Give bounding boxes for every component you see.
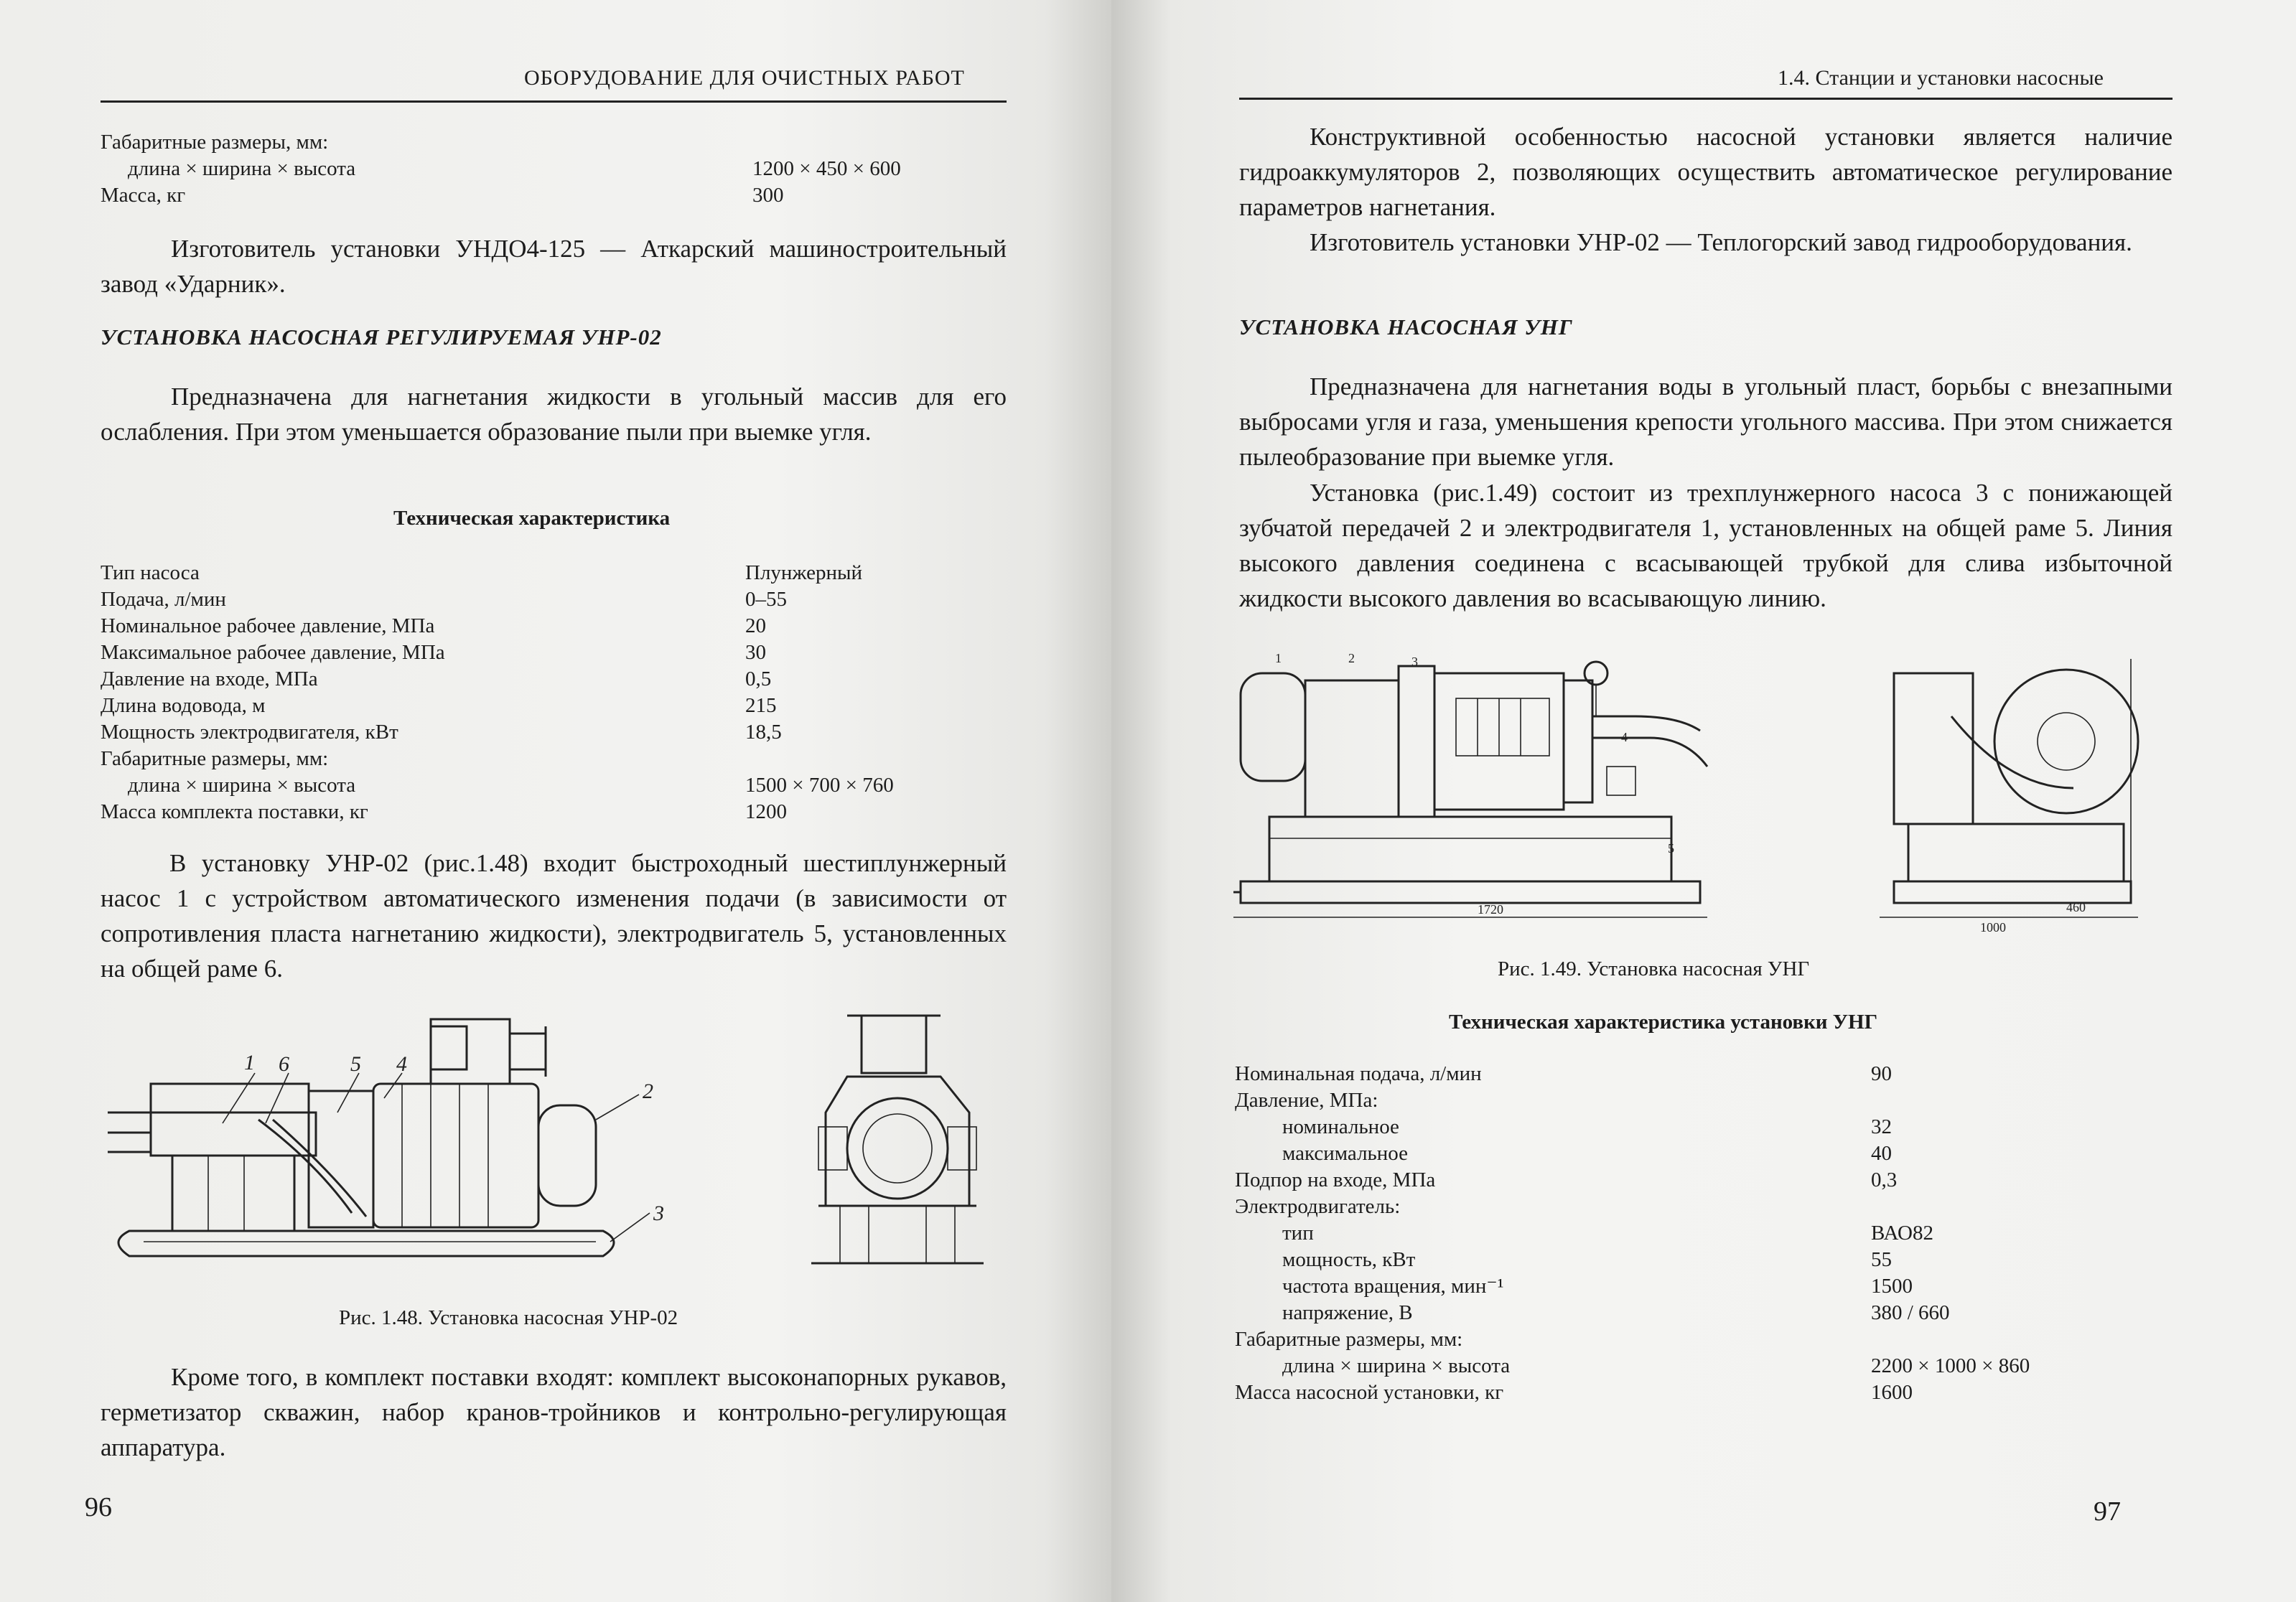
paragraph-purpose-right: Предназначена для нагнетания воды в угольный пласт, борьбы с внезапными выбросами угля и газа, уменьшения крепости угольного массива. При этом снижается пылеобразование при выемке угля.: [1239, 373, 2173, 471]
spec-table-right: [1235, 1061, 2168, 1406]
ung-side-view: [1233, 651, 1707, 917]
spec-row: мощность, кВт 55: [1282, 1248, 1892, 1271]
figure-1-48-drawing: [101, 1005, 1019, 1306]
fig49-label-4: 4: [1621, 730, 1628, 744]
spec-row: Масса, кг 300: [101, 184, 784, 207]
figure-1-49-drawing: [1233, 645, 2188, 946]
fig48-label-3: 3: [653, 1202, 664, 1225]
unr02-side-view: [108, 1019, 664, 1256]
top-specs: [101, 129, 1012, 209]
fig49-dim-offset: 460: [2066, 900, 2086, 914]
spec-row: частота вращения, мин⁻¹ 1500: [1282, 1275, 1913, 1298]
spec-table-left: [101, 560, 1012, 825]
spec-row: Габаритные размеры, мм:: [101, 747, 329, 770]
spec-row: Габаритные размеры, мм:: [1235, 1328, 1463, 1351]
spec-row: Длина водовода, м 215: [101, 694, 777, 717]
spec-row: Тип насоса Плунжерный: [101, 561, 862, 584]
header-rule-left: [101, 100, 1007, 103]
ung-end-view: [1880, 659, 2138, 934]
header-rule-right: [1239, 98, 2173, 100]
spec-row: длина × ширина × высота 2200 × 1000 × 860: [1282, 1354, 2030, 1377]
fig49-dim-length: 1720: [1478, 902, 1503, 917]
page-number-left: 96: [85, 1492, 112, 1522]
section-title-unr02: УСТАНОВКА НАСОСНАЯ РЕГУЛИРУЕМАЯ УНР-02: [101, 324, 662, 350]
figure-1-48-caption: Рис. 1.48. Установка насосная УНР-02: [339, 1306, 678, 1329]
spec-row: тип ВАО82: [1282, 1222, 1933, 1245]
paragraph-purpose: Предназначена для нагнетания жидкости в угольный массив для его ослабления. При этом уменьшается образование пыли при выемке угля.: [101, 383, 1007, 446]
section-title-ung: УСТАНОВКА НАСОСНАЯ УНГ: [1239, 314, 1573, 339]
spec-row: Номинальное рабочее давление, МПа 20: [101, 614, 766, 637]
paragraph-feature: Конструктивной особенностью насосной установки является наличие гидроаккумуляторов 2, позволяющих осуществить автоматическое регулирование параметров нагнетания.: [1239, 123, 2173, 221]
spec-row: максимальное 40: [1282, 1142, 1892, 1165]
fig49-label-5: 5: [1668, 841, 1674, 856]
table-title-left: Техническая характеристика: [393, 507, 671, 530]
paragraph-manufacturer-right: Изготовитель установки УНР-02 — Теплогорский завод гидрооборудования.: [1310, 228, 2132, 256]
fig49-dim-width: 1000: [1980, 920, 2006, 934]
paragraph-supply: Кроме того, в комплект поставки входят: комплект высоконапорных рукавов, герметизатор скважин, набор кранов-тройников и контрольно-регулирующая аппаратура.: [101, 1363, 1007, 1461]
spec-row: Габаритные размеры, мм:: [101, 131, 329, 154]
spec-row: Максимальное рабочее давление, МПа 30: [101, 641, 766, 664]
paragraph-manufacturer: Изготовитель установки УНДО4-125 — Аткарский машиностроительный завод «Ударник».: [101, 235, 1007, 298]
spec-row: номинальное 32: [1282, 1115, 1892, 1138]
spec-row: Давление на входе, МПа 0,5: [101, 668, 772, 690]
spec-row: Масса комплекта поставки, кг 1200: [101, 800, 787, 823]
fig48-label-2: 2: [643, 1079, 653, 1103]
fig49-label-1: 1: [1275, 651, 1282, 665]
fig49-label-2: 2: [1348, 651, 1355, 665]
paragraph-composition: В установку УНР-02 (рис.1.48) входит быстроходный шестиплунжерный насос 1 с устройством автоматического изменения подачи (в зависимости от сопротивления пласта нагнетанию жидкости), электродвигатель 5, установленных на общей раме 6.: [101, 849, 1007, 983]
spec-row: Электродвигатель:: [1235, 1195, 1401, 1218]
running-head-left: ОБОРУДОВАНИЕ ДЛЯ ОЧИСТНЫХ РАБОТ: [524, 66, 965, 90]
figure-1-49-caption: Рис. 1.49. Установка насосная УНГ: [1498, 957, 1810, 980]
table-title-right: Техническая характеристика установки УНГ: [1449, 1011, 1878, 1034]
spec-row: длина × ширина × высота 1500 × 700 × 760: [128, 774, 894, 797]
spec-row: Давление, МПа:: [1235, 1089, 1378, 1112]
fig48-label-4: 4: [396, 1052, 407, 1076]
spec-row: Мощность электродвигателя, кВт 18,5: [101, 721, 782, 744]
spec-row: Номинальная подача, л/мин 90: [1235, 1062, 1892, 1085]
spec-row: Масса насосной установки, кг 1600: [1235, 1381, 1913, 1404]
spec-row: Подача, л/мин 0–55: [101, 588, 787, 611]
left-page: [0, 0, 1111, 1602]
spec-row: напряжение, В 380 / 660: [1282, 1301, 1950, 1324]
unr02-end-view: [811, 1016, 984, 1263]
page-number-right: 97: [2094, 1496, 2121, 1527]
fig48-label-6: 6: [279, 1052, 289, 1076]
paragraph-structure: Установка (рис.1.49) состоит из трехплунжерного насоса 3 с понижающей зубчатой передачей 2 и электродвигателя 1, установленных на общей раме 5. Линия высокого давления соединена с всасывающей трубкой для слива избыточной жидкости высокого давления во всасывающую линию.: [1239, 479, 2173, 612]
fig49-label-3: 3: [1411, 655, 1418, 669]
running-head-right: 1.4. Станции и установки насосные: [1778, 66, 2104, 90]
right-page: [1111, 0, 2296, 1602]
spec-row: длина × ширина × высота 1200 × 450 × 600: [128, 157, 901, 180]
fig48-label-1: 1: [244, 1051, 255, 1074]
spec-row: Подпор на входе, МПа 0,3: [1235, 1168, 1898, 1191]
fig48-label-5: 5: [350, 1052, 361, 1076]
